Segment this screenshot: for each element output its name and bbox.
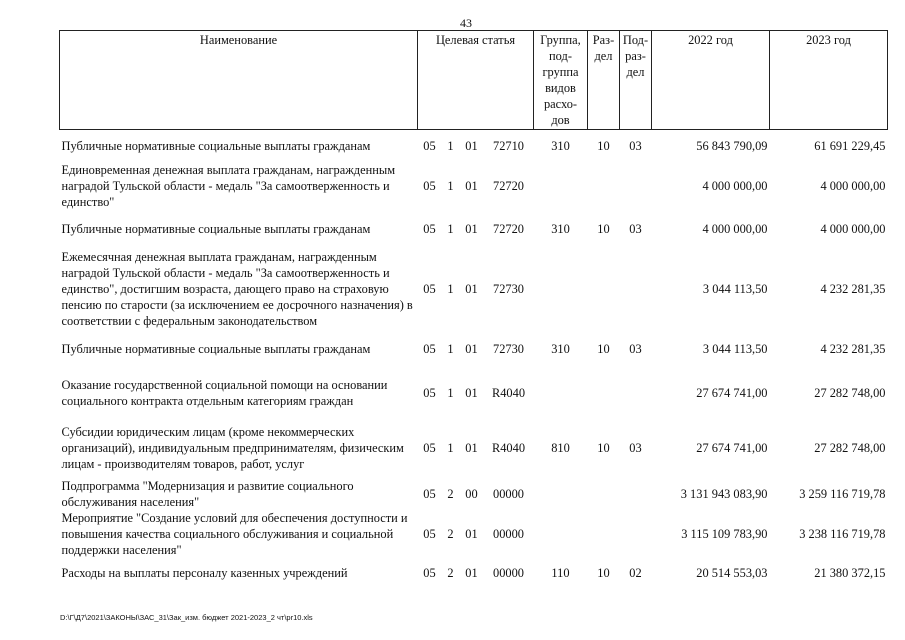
row-program-code: 05 [423, 440, 436, 455]
row-program-code: 05 [423, 178, 436, 193]
table-row [60, 558, 888, 589]
row-subprogram-code: 2 [447, 526, 454, 541]
row-direction-code: R4040 [491, 440, 526, 455]
row-direction-code: 00000 [493, 566, 524, 580]
row-expense-group [534, 162, 588, 210]
row-name: Публичные нормативные социальные выплаты гражданам [61, 138, 371, 153]
row-amount-2022: 4 000 000,00 [702, 222, 768, 236]
row-event-code: 01 [465, 341, 478, 356]
row-event-code: 01 [465, 222, 478, 236]
row-amount-2023: 61 691 229,45 [814, 138, 886, 153]
row-direction-code: 00000 [493, 486, 524, 501]
row-amount-2023: 27 282 748,00 [814, 440, 886, 455]
table-row [60, 329, 888, 369]
row-amount-2023: 4 000 000,00 [820, 178, 886, 193]
header-section: Раз-дел [588, 31, 620, 130]
row-amount-2022: 20 514 553,03 [696, 566, 768, 580]
table-row [60, 510, 888, 558]
row-subsection [620, 162, 652, 210]
row-subprogram-code: 1 [447, 138, 454, 153]
row-program-code: 05 [423, 566, 436, 580]
table-row [60, 369, 888, 418]
row-amount-2023: 3 259 116 719,78 [799, 486, 886, 501]
row-program-code: 05 [423, 281, 436, 296]
header-year-2023: 2023 год [770, 31, 888, 130]
row-amount-2023: 27 282 748,00 [814, 386, 886, 400]
row-section: 10 [597, 341, 610, 356]
file-path-footer: D:\Г\Д7\2021\ЗАКОНЫ\ЗАС_31\Зак_изм. бюджет 2021-2023_2 чт\pr10.xls [60, 613, 313, 622]
row-section: 10 [597, 222, 610, 236]
row-name: Публичные нормативные социальные выплаты гражданам [61, 222, 371, 236]
row-subsection [620, 478, 652, 510]
row-section [588, 369, 620, 418]
row-subsection [620, 510, 652, 558]
row-subsection: 03 [629, 341, 642, 356]
table-body [60, 130, 888, 589]
row-subprogram-code: 1 [447, 386, 454, 400]
row-section [588, 249, 620, 329]
row-section: 10 [597, 440, 610, 455]
header-target-article: Целевая статья [418, 31, 534, 130]
row-subsection: 03 [629, 222, 642, 236]
row-subsection [620, 249, 652, 329]
row-program-code: 05 [423, 341, 436, 356]
row-name: Мероприятие "Создание условий для обеспечения доступности и повышения качества социального обслуживания и социальной поддержки населения" [61, 510, 408, 557]
row-amount-2023: 4 232 281,35 [820, 341, 886, 356]
row-amount-2022: 3 044 113,50 [702, 341, 768, 356]
table-row [60, 210, 888, 249]
row-amount-2023: 4 000 000,00 [820, 222, 886, 236]
row-expense-group: 310 [551, 138, 570, 153]
row-event-code: 00 [465, 486, 478, 501]
row-name: Субсидии юридическим лицам (кроме некоммерческих организаций), индивидуальным предпринимателям, физическим лицам - производителям товаров, работ, услуг [61, 424, 404, 471]
row-direction-code: 72730 [493, 341, 524, 356]
row-amount-2022: 3 131 943 083,90 [680, 486, 768, 501]
row-expense-group [534, 249, 588, 329]
row-name: Ежемесячная денежная выплата гражданам, награжденным наградой Тульской области - медаль "За самоотверженность и единство", достигшим возраста, дающего право на страховую пенсию по старости (за исключением ее досрочного назначения) в соответствии с федеральным законодательством [61, 249, 413, 328]
table-row [60, 478, 888, 510]
row-program-code: 05 [423, 138, 436, 153]
row-section: 10 [597, 138, 610, 153]
row-expense-group: 810 [551, 440, 570, 455]
row-subsection: 03 [629, 440, 642, 455]
row-event-code: 01 [465, 566, 478, 580]
row-name: Подпрограмма "Модернизация и развитие социального обслуживания населения" [61, 478, 354, 509]
row-section: 10 [597, 566, 610, 580]
row-amount-2022: 27 674 741,00 [696, 386, 768, 400]
row-subprogram-code: 1 [447, 440, 454, 455]
table-row [60, 130, 888, 162]
row-amount-2023: 21 380 372,15 [814, 566, 886, 580]
row-direction-code: 72720 [493, 222, 524, 236]
row-subprogram-code: 1 [447, 222, 454, 236]
row-event-code: 01 [465, 138, 478, 153]
row-section [588, 478, 620, 510]
row-expense-group: 310 [551, 341, 570, 356]
row-amount-2022: 27 674 741,00 [696, 440, 768, 455]
row-subsection: 02 [629, 566, 642, 580]
row-event-code: 01 [465, 178, 478, 193]
row-event-code: 01 [465, 526, 478, 541]
row-amount-2023: 4 232 281,35 [820, 281, 886, 296]
row-subprogram-code: 1 [447, 281, 454, 296]
row-subprogram-code: 1 [447, 341, 454, 356]
table-header-row [60, 31, 888, 130]
budget-table [59, 30, 888, 589]
page-number: 43 [460, 16, 472, 30]
row-name: Оказание государственной социальной помощи на основании социального контракта отдельным категориям граждан [61, 378, 388, 408]
row-direction-code: 72720 [493, 178, 524, 193]
row-amount-2022: 3 115 109 783,90 [681, 526, 768, 541]
row-direction-code: 72710 [493, 138, 524, 153]
row-expense-group: 110 [551, 566, 570, 580]
row-program-code: 05 [423, 526, 436, 541]
row-expense-group [534, 510, 588, 558]
row-name: Единовременная денежная выплата гражданам, награжденным наградой Тульской области - медаль "За самоотверженность и единство" [61, 162, 396, 209]
row-name: Расходы на выплаты персоналу казенных учреждений [61, 566, 348, 580]
row-name: Публичные нормативные социальные выплаты гражданам [61, 341, 371, 356]
table-row [60, 418, 888, 478]
row-subprogram-code: 2 [447, 486, 454, 501]
header-subsection: Под-раз-дел [620, 31, 652, 130]
row-event-code: 01 [465, 281, 478, 296]
row-amount-2023: 3 238 116 719,78 [799, 526, 886, 541]
header-name: Наименование [60, 31, 418, 130]
row-program-code: 05 [423, 386, 436, 400]
row-amount-2022: 56 843 790,09 [696, 138, 768, 153]
row-direction-code: R4040 [491, 386, 526, 400]
row-subsection: 03 [629, 138, 642, 153]
row-program-code: 05 [423, 222, 436, 236]
row-expense-group: 310 [551, 222, 570, 236]
row-subsection [620, 369, 652, 418]
table-row [60, 162, 888, 210]
row-program-code: 05 [423, 486, 436, 501]
header-group: Группа, под-группа видов расхо-дов [534, 31, 588, 130]
row-event-code: 01 [465, 440, 478, 455]
row-expense-group [534, 369, 588, 418]
row-event-code: 01 [465, 386, 478, 400]
row-subprogram-code: 2 [447, 566, 454, 580]
row-section [588, 162, 620, 210]
row-expense-group [534, 478, 588, 510]
table-row [60, 249, 888, 329]
row-section [588, 510, 620, 558]
row-direction-code: 72730 [493, 281, 524, 296]
header-year-2022: 2022 год [652, 31, 770, 130]
row-direction-code: 00000 [493, 526, 524, 541]
row-subprogram-code: 1 [447, 178, 454, 193]
row-amount-2022: 4 000 000,00 [702, 178, 768, 193]
row-amount-2022: 3 044 113,50 [702, 281, 768, 296]
